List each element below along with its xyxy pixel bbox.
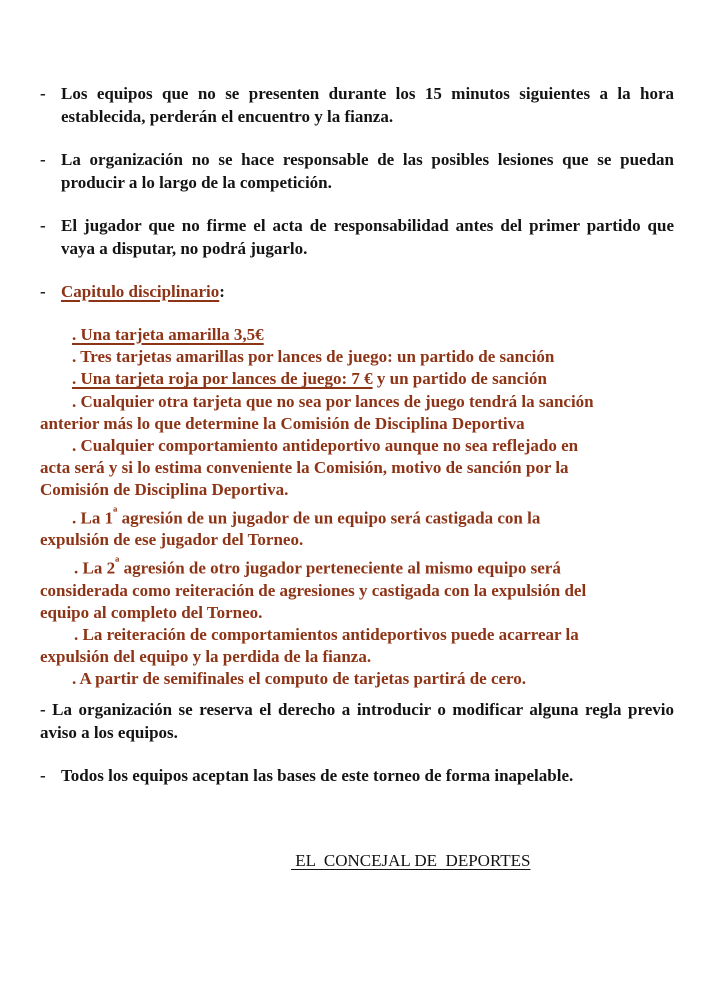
disc-item-red-card	[40, 368, 680, 390]
signature-line: EL CONCEJAL DE DEPORTES	[291, 851, 531, 870]
second-aggr-prefix: . La 2	[74, 558, 116, 578]
disc-item-yellow-card	[40, 324, 680, 346]
disc-item-second-aggression	[40, 552, 680, 580]
bullet-dash: -	[40, 84, 46, 103]
disc-item-first-aggression-cont: expulsión de ese jugador del Torneo.	[40, 530, 304, 550]
rule-text: - La organización se reserva el derecho a introducir o modificar alguna regla previo aviso a los equipos.	[40, 700, 674, 742]
rule-text: La organización no se hace responsable de las posibles lesiones que se puedan producir a lo largo de la competición.	[61, 150, 674, 192]
rule-text: El jugador que no firme el acta de responsabilidad antes del primer partido que vaya a disputar, no podrá jugarlo.	[61, 216, 674, 258]
bullet-dash: -	[40, 766, 46, 785]
bullet-dash: -	[40, 150, 46, 169]
first-aggr-prefix: . La 1	[72, 508, 114, 528]
disc-item-second-aggression-cont: equipo al completo del Torneo.	[40, 602, 263, 622]
disciplinary-title: Capitulo disciplinario	[61, 282, 220, 301]
disc-item-second-aggression-cont: considerada como reiteración de agresiones y castigada con la expulsión del	[40, 580, 587, 600]
bullet-dash: -	[40, 282, 46, 301]
disc-item-three-yellow: . Tres tarjetas amarillas por lances de juego: un partido de sanción	[72, 347, 555, 367]
disciplinary-heading	[40, 280, 674, 303]
rule-text: Todos los equipos aceptan las bases de este torneo de forma inapelable.	[61, 766, 574, 785]
disc-item-semifinal: . A partir de semifinales el computo de tarjetas partirá de cero.	[72, 669, 527, 689]
disc-item-other-card-cont: anterior más lo que determine la Comisión de Disciplina Deportiva	[40, 413, 525, 433]
disc-item-repeat: . La reiteración de comportamientos antideportivos puede acarrear la	[74, 624, 579, 644]
bullet-dash: -	[40, 216, 46, 235]
heading-colon: :	[219, 282, 225, 301]
disc-item-other-card: . Cualquier otra tarjeta que no sea por lances de juego tendrá la sanción	[72, 391, 594, 411]
second-aggr-text: agresión de otro jugador perteneciente al mismo equipo será	[119, 558, 561, 578]
disc-item-unsporting-cont: acta será y si lo estima conveniente la Comisión, motivo de sanción por la	[40, 458, 569, 478]
first-aggr-text: agresión de un jugador de un equipo será castigada con la	[117, 508, 541, 528]
red-card-text: . Una tarjeta roja por lances de juego: 7 €	[72, 369, 373, 389]
disc-item-unsporting: . Cualquier comportamiento antideportivo aunque no sea reflejado en	[72, 436, 579, 456]
rule-acceptance	[40, 764, 674, 787]
rule-text: Los equipos que no se presenten durante los 15 minutos siguientes a la hora establecida, perderán el encuentro y la fianza.	[61, 84, 674, 126]
rule-reserve-right	[40, 698, 674, 744]
red-card-tail: y un partido de sanción	[372, 369, 547, 389]
disc-item-unsporting-cont: Comisión de Disciplina Deportiva.	[40, 480, 289, 500]
rule-no-show	[40, 82, 674, 128]
yellow-card-text: . Una tarjeta amarilla 3,5€	[72, 325, 264, 344]
disc-item-repeat-cont: expulsión del equipo y la perdida de la fianza.	[40, 647, 372, 667]
rule-responsibility-act	[40, 214, 674, 260]
rule-injuries	[40, 148, 674, 194]
ordinal-mark: ª	[115, 554, 120, 571]
ordinal-mark: ª	[113, 504, 118, 521]
disc-item-first-aggression	[40, 502, 680, 530]
disciplinary-list	[40, 324, 680, 691]
